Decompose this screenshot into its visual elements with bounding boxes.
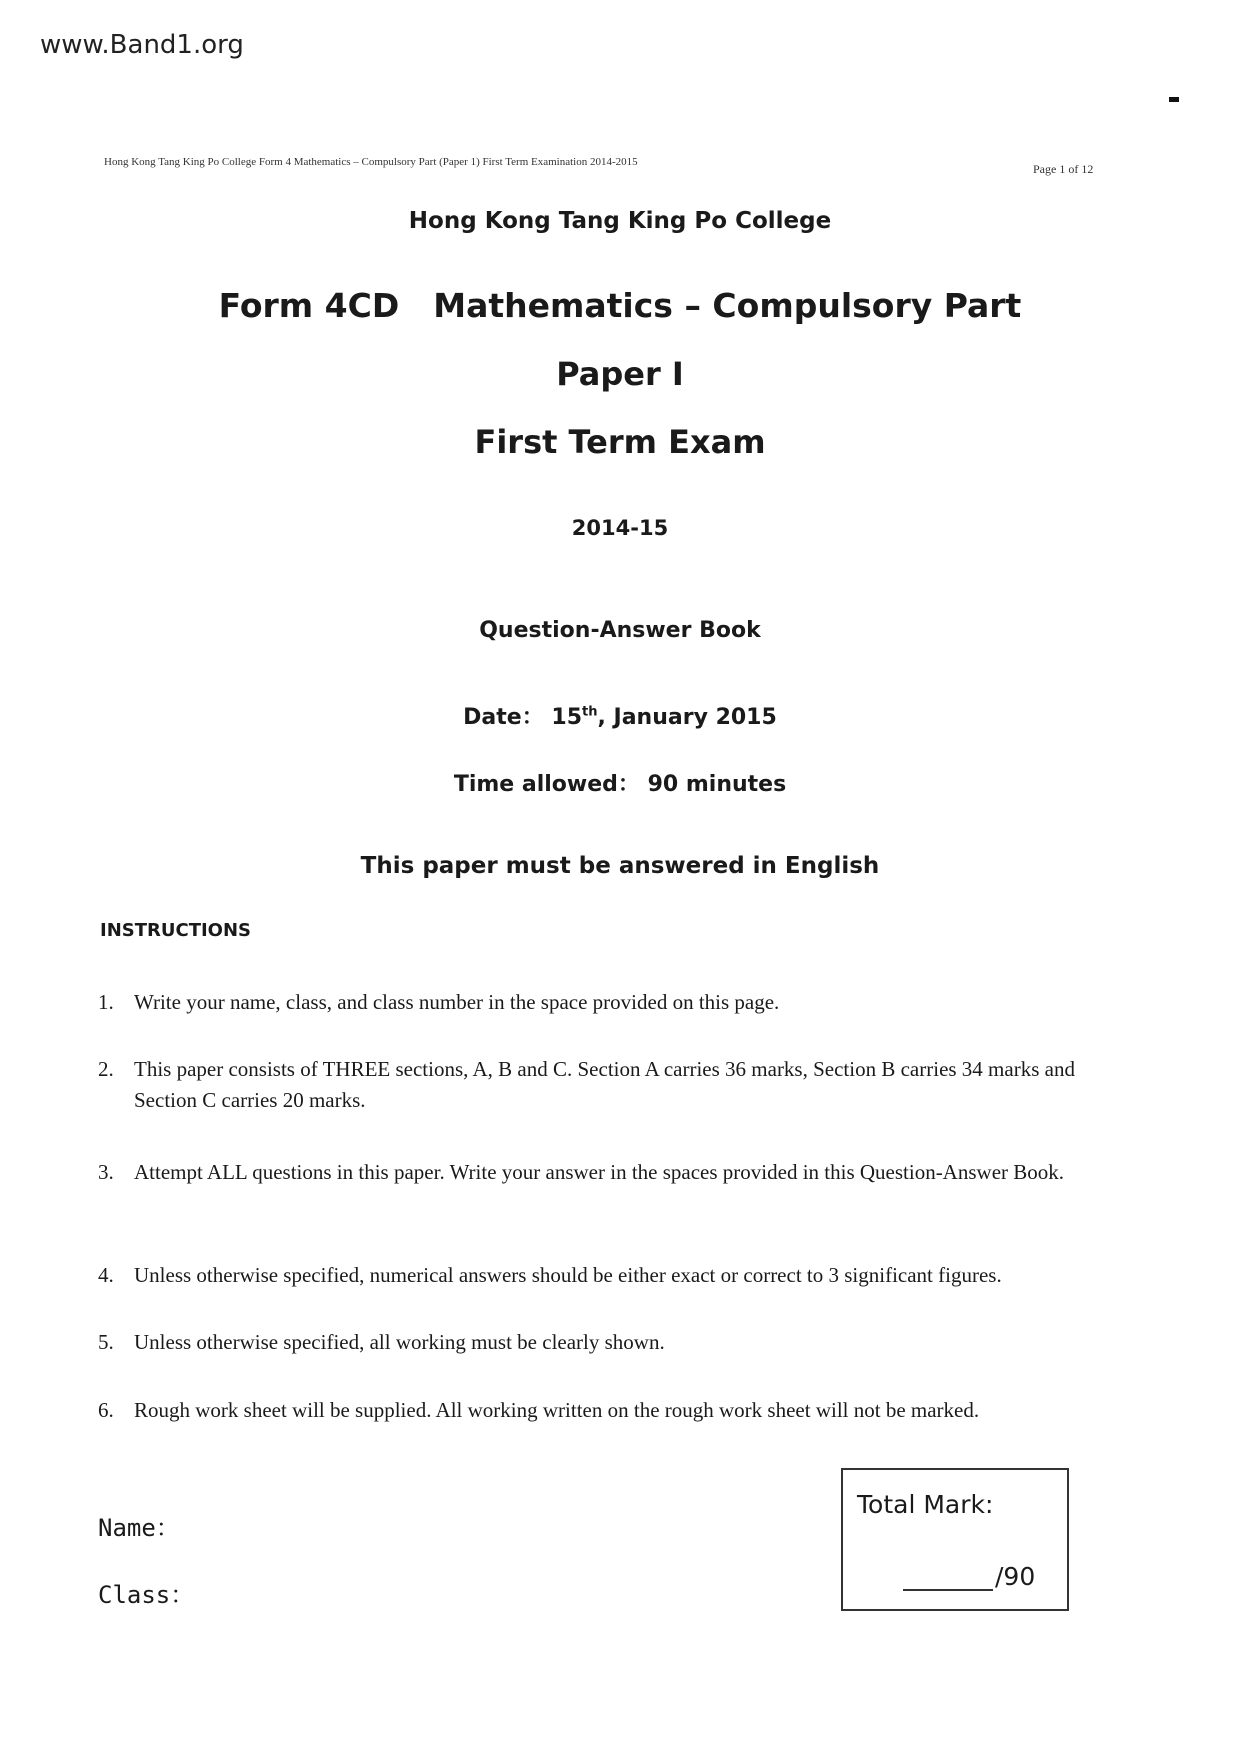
school-name: Hong Kong Tang King Po College	[408, 208, 832, 234]
time-value: 90 minutes	[647, 772, 787, 797]
instruction-number: 3.	[98, 1160, 114, 1184]
subject-label: Mathematics – Compulsory Part	[433, 286, 1022, 325]
total-mark-line	[903, 1562, 1035, 1591]
instruction-text: Unless otherwise specified, all working must be clearly shown.	[134, 1330, 665, 1354]
instruction-item	[98, 1260, 1110, 1291]
instruction-item	[98, 1054, 1110, 1116]
instructions-heading: INSTRUCTIONS	[100, 920, 251, 941]
instruction-text: Attempt ALL questions in this paper. Write your answer in the spaces provided in this Question-Answer Book.	[134, 1160, 1065, 1184]
instruction-number: 5.	[98, 1330, 114, 1354]
watermark-url: www.Band1.org	[40, 30, 244, 60]
instruction-item	[98, 1157, 1110, 1188]
instruction-number: 6.	[98, 1398, 114, 1422]
book-label: Question-Answer Book	[479, 618, 761, 643]
total-mark-out-of: /90	[995, 1562, 1036, 1591]
time-label: Time allowed：	[453, 772, 640, 797]
date-row	[0, 700, 1240, 731]
year-label: 2014-15	[571, 516, 669, 540]
page-number: Page 1 of 12	[1033, 162, 1094, 176]
class-field-label: Class：	[98, 1581, 195, 1609]
title-row	[0, 286, 1240, 325]
exam-label: First Term Exam	[474, 423, 766, 461]
instruction-text: Write your name, class, and class number in the space provided on this page.	[134, 990, 780, 1014]
date-rest: , January 2015	[597, 705, 777, 730]
date-label: Date：	[463, 705, 544, 730]
time-row	[0, 767, 1240, 798]
running-header: Hong Kong Tang King Po College Form 4 Mathematics – Compulsory Part (Paper 1) First Term Examination 2014-2015	[104, 156, 638, 168]
instruction-text: Unless otherwise specified, numerical answers should be either exact or correct to 3 significant figures.	[134, 1263, 1002, 1287]
instruction-item	[98, 1327, 1110, 1358]
name-field-label: Name：	[98, 1514, 180, 1542]
instruction-text: Rough work sheet will be supplied. All working written on the rough work sheet will not be marked.	[134, 1398, 980, 1422]
instruction-number: 4.	[98, 1263, 114, 1287]
date-suffix: th	[582, 704, 598, 720]
instruction-number: 2.	[98, 1057, 114, 1081]
total-mark-label: Total Mark:	[857, 1490, 994, 1519]
language-note: This paper must be answered in English	[360, 853, 880, 879]
instruction-text: This paper consists of THREE sections, A, B and C. Section A carries 36 marks, Section B carries 34 marks and Section C carries 20 marks.	[134, 1057, 1075, 1112]
total-mark-blank	[903, 1563, 993, 1591]
scan-mark	[1169, 97, 1179, 102]
instruction-item	[98, 1395, 1110, 1426]
instruction-item	[98, 987, 1110, 1018]
paper-label: Paper I	[556, 355, 684, 393]
total-mark-box	[841, 1468, 1069, 1611]
form-label: Form 4CD	[218, 286, 400, 325]
instruction-number: 1.	[98, 990, 114, 1014]
date-day: 15	[551, 705, 583, 730]
